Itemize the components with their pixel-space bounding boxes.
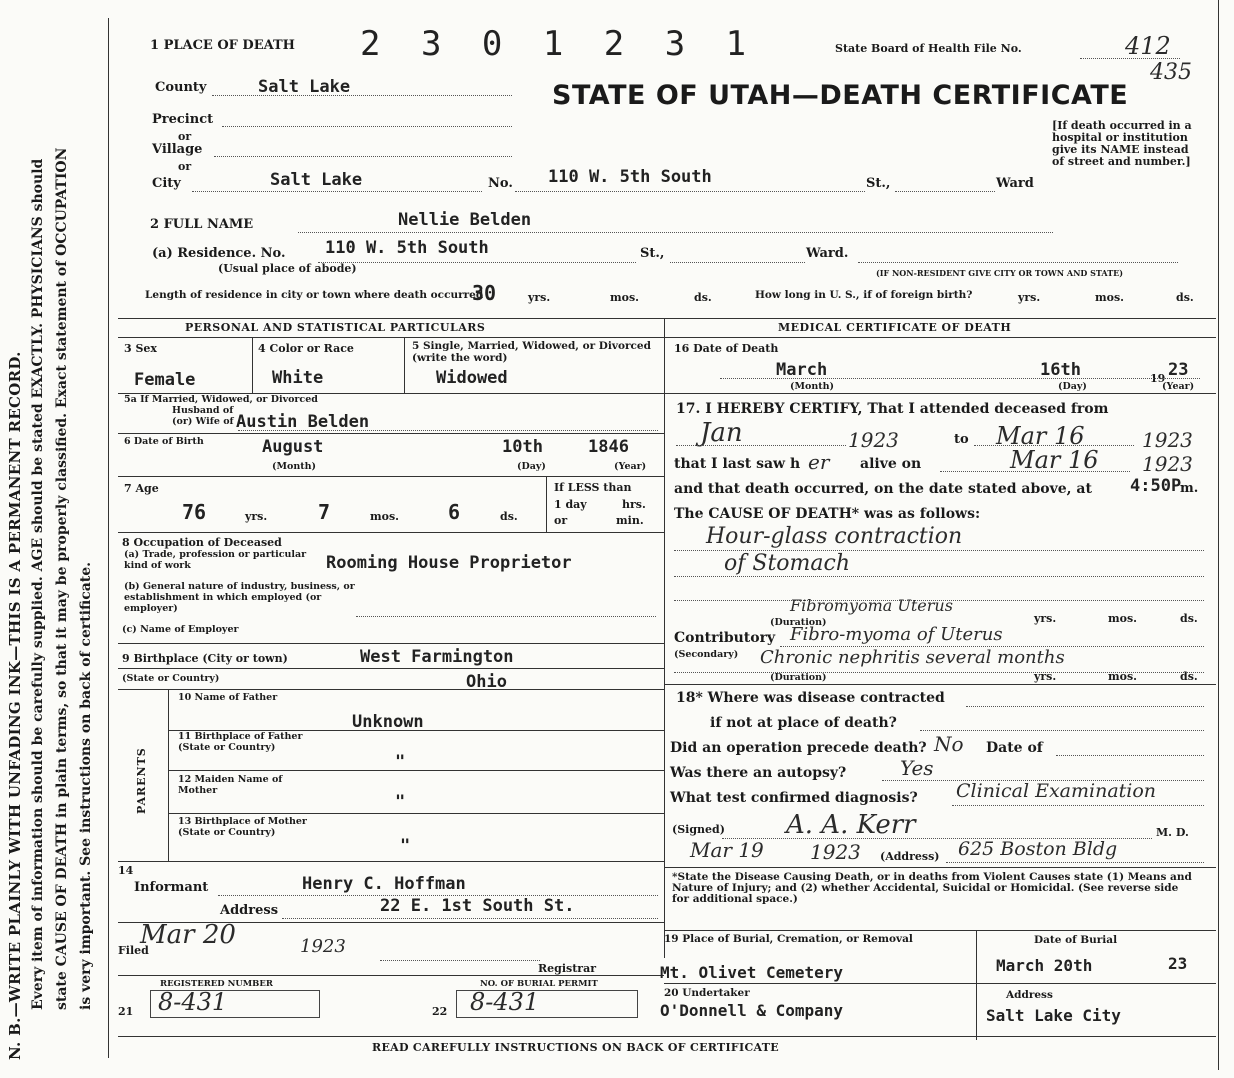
- contributory-2: Chronic nephritis several months: [760, 647, 1065, 668]
- sex-value: Female: [134, 370, 196, 390]
- foreign-birth-label: How long in U. S., if of foreign birth?: [755, 289, 973, 301]
- margin-note-line4: is very important. See instructions on back of certificate.: [78, 561, 94, 1010]
- usual-place-caption: (Usual place of abode): [218, 262, 357, 275]
- marital-label: 5 Single, Married, Widowed, or Divorced (write the word): [412, 340, 651, 364]
- color-label: 4 Color or Race: [258, 342, 354, 355]
- if-not-place-line: [920, 730, 1204, 731]
- death-date-year-prefix: 19: [1150, 372, 1166, 385]
- informant-value: Henry C. Hoffman: [302, 874, 466, 894]
- registrar-label: Registrar: [538, 962, 597, 975]
- marital-value: Widowed: [436, 368, 508, 388]
- contributory-label: Contributory: [674, 630, 776, 646]
- where-contracted-label: 18* Where was disease contracted: [676, 690, 945, 706]
- or-label-2: or: [178, 160, 192, 173]
- informant-address-value: 22 E. 1st South St.: [380, 896, 575, 916]
- age-row-bottom: [118, 532, 664, 533]
- date-burial-label: Date of Burial: [1034, 934, 1118, 946]
- dob-month: August: [262, 437, 324, 457]
- residence-st-label: St.,: [640, 246, 665, 261]
- place-street-value: 110 W. 5th South: [548, 167, 712, 187]
- age-mos-label: mos.: [370, 510, 399, 523]
- occupation-a-label: (a) Trade, profession or particular kind of work: [124, 549, 307, 571]
- or-label-1: or: [178, 130, 192, 143]
- occupation-row-bottom: [118, 643, 664, 644]
- physician-address-label: (Address): [880, 850, 940, 863]
- filed-row-bottom: [118, 975, 664, 976]
- spouse-value: Austin Belden: [236, 412, 370, 432]
- autopsy-label: Was there an autopsy?: [670, 765, 847, 781]
- spouse-row-bottom: [118, 433, 664, 434]
- city-value: Salt Lake: [270, 170, 363, 190]
- residence-city-line: [858, 262, 1178, 263]
- county-label: County: [155, 80, 207, 95]
- or-label: or: [554, 514, 568, 527]
- age-years: 76: [182, 500, 207, 524]
- ward-line: [895, 191, 995, 192]
- age-ds-label: ds.: [500, 510, 518, 523]
- contributory-1: Fibro-myoma of Uterus: [790, 624, 1003, 645]
- mother-row-bottom: [168, 813, 664, 814]
- personal-heading-line: [118, 337, 664, 338]
- residence-label: (a) Residence. No.: [152, 246, 286, 261]
- informant-address-line: [282, 918, 658, 919]
- medical-heading: MEDICAL CERTIFICATE OF DEATH: [778, 321, 1012, 334]
- death-occurred-label: and that death occurred, on the date stated above, at: [674, 481, 1092, 497]
- occupation-value: Rooming House Proprietor: [326, 553, 572, 573]
- death-time-value: 4:50P: [1130, 476, 1182, 496]
- test-diagnosis-label: What test confirmed diagnosis?: [670, 790, 918, 806]
- length-residence-value: 30: [472, 281, 497, 305]
- mother-value: ": [395, 792, 406, 812]
- sex-divider: [252, 337, 253, 393]
- death-date-month: March: [776, 360, 828, 380]
- city-line: [192, 191, 482, 192]
- personal-heading: PERSONAL AND STATISTICAL PARTICULARS: [185, 321, 486, 334]
- death-date-row-bottom: [664, 393, 1216, 394]
- residence-value: 110 W. 5th South: [325, 238, 489, 258]
- street-st-label: St.,: [866, 176, 891, 191]
- registered-22: 22: [432, 1005, 448, 1018]
- dob-day-caption: (Day): [517, 461, 546, 472]
- foreign-mos: mos.: [1095, 291, 1124, 304]
- attended-to-year: 1923: [1142, 428, 1193, 452]
- county-line: [212, 95, 512, 96]
- test-diagnosis-value: Clinical Examination: [956, 780, 1157, 802]
- burial-permit-value: 8-431: [470, 988, 540, 1016]
- date-of-line: [1056, 755, 1204, 756]
- registered-21: 21: [118, 1005, 134, 1018]
- ward-label: Ward: [996, 176, 1034, 191]
- cause-of-death-label: The CAUSE OF DEATH* was as follows:: [674, 506, 981, 522]
- dob-year-caption: (Year): [614, 461, 647, 472]
- death-year-caption: (Year): [1162, 381, 1195, 392]
- margin-note-line3: state CAUSE OF DEATH in plain terms, so that it may be properly classified. Exact statement of OCCUPATION: [54, 147, 70, 1010]
- undertaker-value: O'Donnell & Company: [660, 1001, 844, 1020]
- full-name-label: 2 FULL NAME: [150, 217, 254, 232]
- hrs-label: hrs.: [622, 498, 646, 511]
- parents-row-bottom: [118, 861, 664, 862]
- contrib-ds: ds.: [1180, 670, 1198, 683]
- birthplace-mid-line: [118, 668, 664, 669]
- street-line: [515, 191, 865, 192]
- mother-birthplace-label: 13 Birthplace of Mother (State or Country): [178, 816, 307, 838]
- place-of-death-label: 1 PLACE OF DEATH: [150, 38, 295, 53]
- undertaker-address-value: Salt Lake City: [986, 1006, 1121, 1025]
- state-disease-footnote: *State the Disease Causing Death, or in deaths from Violent Causes state (1) Means and Nature of Injury; and (2) whether Accidental, Suicidal or Homicidal. (See reverse side for additional space.): [672, 871, 1192, 905]
- spouse-label-3: (or) Wife of: [172, 416, 234, 427]
- one-day-label: 1 day: [554, 498, 587, 511]
- alive-on-label: alive on: [860, 456, 922, 472]
- if-not-place-label: if not at place of death?: [710, 715, 897, 731]
- cause-of-death-3: Fibromyoma Uterus: [790, 596, 953, 615]
- filed-year: 1923: [300, 936, 346, 957]
- read-instructions-footer: READ CAREFULLY INSTRUCTIONS ON BACK OF CERTIFICATE: [372, 1041, 779, 1054]
- length-residence-label: Length of residence in city or town where death occurred: [145, 289, 484, 301]
- age-days: 6: [448, 500, 461, 524]
- city-label: City: [152, 176, 181, 191]
- attended-from-line: [676, 445, 846, 446]
- last-saw-label: that I last saw h: [674, 456, 801, 472]
- attended-to-value: Mar 16: [996, 422, 1085, 450]
- certify-statement: 17. I HEREBY CERTIFY, That I attended deceased from: [676, 401, 1109, 417]
- signed-label: (Signed): [672, 823, 725, 836]
- burial-place-label: 19 Place of Burial, Cremation, or Removal: [664, 933, 913, 945]
- dob-day: 10th: [502, 437, 543, 457]
- operation-value: No: [934, 732, 964, 756]
- occupation-label: 8 Occupation of Deceased: [122, 536, 282, 549]
- burial-divider: [976, 930, 977, 1040]
- autopsy-value: Yes: [900, 756, 934, 780]
- filed-label: Filed: [118, 944, 149, 957]
- occupation-b-label: (b) General nature of industry, business, or establishment in which employed (or employer): [124, 581, 355, 614]
- file-number-value-2: 435: [1150, 60, 1192, 85]
- test-diagnosis-line: [952, 805, 1204, 806]
- cause-of-death-2: of Stomach: [724, 551, 851, 576]
- informant-label: Informant: [134, 880, 209, 895]
- residence-ward-label: Ward.: [806, 246, 849, 261]
- alive-on-value: Mar 16: [1010, 446, 1099, 474]
- signed-value: A. A. Kerr: [786, 810, 916, 840]
- medical-heading-line: [664, 337, 1216, 338]
- birthplace-state: Ohio: [466, 672, 507, 692]
- residence-ward-line: [670, 262, 805, 263]
- village-line: [214, 156, 512, 157]
- death-date-line: [720, 378, 1200, 379]
- physician-address-line: [946, 862, 1204, 863]
- county-value: Salt Lake: [258, 77, 351, 97]
- death-date-year: 23: [1168, 360, 1189, 380]
- residence-line: [318, 262, 636, 263]
- attended-from-value: Jan: [700, 418, 743, 448]
- attended-from-year: 1923: [848, 428, 899, 452]
- sex-label: 3 Sex: [124, 342, 157, 355]
- undertaker-label: 20 Undertaker: [664, 987, 750, 999]
- employer-label: (c) Name of Employer: [122, 624, 239, 635]
- burial-place-value: Mt. Olivet Cemetery: [660, 963, 844, 982]
- signature-section-bottom: [664, 867, 1216, 868]
- last-saw-pronoun: er: [808, 450, 830, 474]
- operation-label: Did an operation precede death?: [670, 740, 927, 756]
- death-time-m: m.: [1180, 481, 1199, 496]
- filed-value: Mar 20: [140, 920, 236, 950]
- hospital-note: [If death occurred in a hospital or institution give its NAME instead of street and number.]: [1052, 119, 1192, 168]
- dob-month-caption: (Month): [272, 461, 317, 472]
- cause-duration-label: (Duration): [770, 617, 827, 628]
- contrib-duration-label: (Duration): [770, 672, 827, 683]
- undertaker-address-label: Address: [1006, 989, 1053, 1001]
- precinct-label: Precinct: [152, 112, 214, 127]
- registered-number-label: REGISTERED NUMBER: [160, 979, 273, 989]
- date-burial-year: 23: [1168, 954, 1188, 973]
- file-number-value: 412: [1125, 32, 1171, 60]
- color-value: White: [272, 368, 324, 388]
- parents-label: PARENTS: [135, 747, 148, 814]
- center-divider: [664, 318, 665, 958]
- burial-permit-label: NO. OF BURIAL PERMIT: [480, 979, 598, 989]
- length-ds: ds.: [694, 291, 712, 304]
- mother-label: 12 Maiden Name of Mother: [178, 774, 283, 796]
- cause-ds: ds.: [1180, 612, 1198, 625]
- death-day-caption: (Day): [1058, 381, 1087, 392]
- birthplace-label: 9 Birthplace (City or town): [122, 652, 288, 665]
- spouse-label-1: 5a If Married, Widowed, or Divorced: [124, 394, 318, 405]
- less-than-label: If LESS than: [554, 481, 632, 494]
- mother-birthplace-value: ": [400, 836, 411, 856]
- min-label: min.: [616, 514, 644, 527]
- date-burial-value: March 20th: [996, 956, 1093, 975]
- village-label: Village: [152, 142, 203, 157]
- sign-date-value: Mar 19: [690, 838, 764, 862]
- full-name-value: Nellie Belden: [398, 210, 532, 230]
- foreign-ds: ds.: [1176, 291, 1194, 304]
- death-month-caption: (Month): [790, 381, 835, 392]
- street-no-label: No.: [488, 176, 513, 191]
- cause-yrs: yrs.: [1034, 612, 1057, 625]
- age-less-divider: [546, 476, 547, 532]
- occupation-b-line: [356, 616, 656, 617]
- non-resident-note: (IF NON-RESIDENT GIVE CITY OR TOWN AND STATE): [876, 268, 1124, 278]
- margin-note-permanent-record: N. B.—WRITE PLAINLY WITH UNFADING INK—THIS IS A PERMANENT RECORD.: [6, 351, 24, 1060]
- dob-year: 1846: [588, 437, 629, 457]
- registrar-line: [380, 960, 540, 961]
- full-name-line: [298, 232, 1053, 233]
- birthplace-city: West Farmington: [360, 647, 514, 667]
- age-months: 7: [318, 500, 331, 524]
- md-label: M. D.: [1156, 826, 1189, 839]
- length-yrs: yrs.: [528, 291, 551, 304]
- father-label: 10 Name of Father: [178, 692, 278, 703]
- physician-address-value: 625 Boston Bldg: [958, 838, 1118, 860]
- length-mos: mos.: [610, 291, 639, 304]
- registered-number-value: 8-431: [158, 988, 228, 1016]
- death-date-label: 16 Date of Death: [674, 342, 779, 355]
- footnote-bottom: [664, 930, 1216, 931]
- foreign-yrs: yrs.: [1018, 291, 1041, 304]
- secondary-label: (Secondary): [674, 649, 739, 660]
- birthplace-state-label: (State or Country): [122, 673, 220, 684]
- date-of-label: Date of: [986, 740, 1043, 756]
- contrib-yrs: yrs.: [1034, 670, 1057, 683]
- precinct-line: [222, 126, 512, 127]
- left-frame-line: [108, 18, 109, 1058]
- cause-of-death-1: Hour-glass contraction: [706, 524, 963, 549]
- dob-row-bottom: [118, 476, 664, 477]
- file-number-label: State Board of Health File No.: [835, 42, 1022, 55]
- spouse-label-2: Husband of: [172, 405, 234, 416]
- informant-number: 14: [118, 864, 134, 877]
- death-date-day: 16th: [1040, 360, 1081, 380]
- sign-date-year: 1923: [810, 840, 861, 864]
- contrib-mos: mos.: [1108, 670, 1137, 683]
- burial-row-bottom: [664, 983, 1216, 984]
- dob-label: 6 Date of Birth: [124, 436, 204, 447]
- father-value: Unknown: [352, 712, 424, 732]
- right-frame-line: [1218, 0, 1219, 1070]
- margin-note-line2: Every item of information should be carefully supplied. AGE should be stated EXACTLY. PHYSICIANS should: [30, 158, 46, 1010]
- bottom-line: [118, 1036, 1216, 1037]
- certificate-title: STATE OF UTAH—DEATH CERTIFICATE: [552, 80, 1129, 111]
- birthplace-row-bottom: [118, 689, 664, 690]
- informant-address-label: Address: [220, 903, 279, 918]
- father-bp-row-bottom: [168, 770, 664, 771]
- color-divider: [404, 337, 405, 393]
- parents-divider-left: [168, 689, 169, 861]
- certificate-stamp-number: 2 3 0 1 2 3 1: [360, 24, 757, 64]
- cause-mos: mos.: [1108, 612, 1137, 625]
- where-contracted-line: [966, 706, 1204, 707]
- alive-on-year: 1923: [1142, 452, 1193, 476]
- section-top-line: [118, 318, 1216, 319]
- cause-section-bottom: [664, 684, 1216, 685]
- father-birthplace-label: 11 Birthplace of Father (State or Country): [178, 731, 303, 753]
- cause-line-2: [674, 576, 1204, 577]
- father-birthplace-value: ": [395, 752, 406, 772]
- age-yrs-label: yrs.: [245, 510, 268, 523]
- age-label: 7 Age: [124, 482, 159, 495]
- attended-to-label: to: [954, 432, 969, 447]
